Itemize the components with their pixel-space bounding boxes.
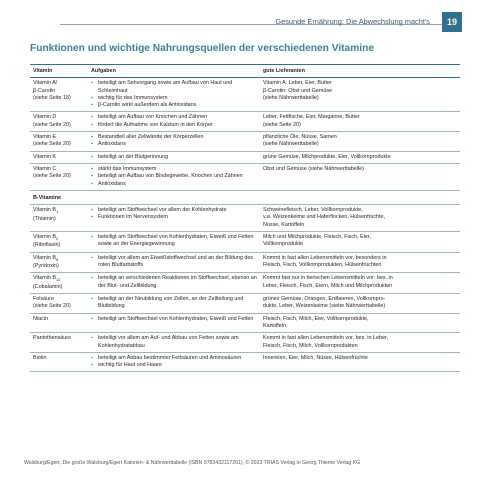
table-row [30, 352, 460, 372]
source-line: Kommt in fast allen Lebensmitteln vor, besonders in [263, 254, 387, 261]
vitamin-cell [30, 132, 88, 152]
vitamin-cell [30, 205, 88, 232]
tasks-cell [88, 190, 260, 204]
task-item: ▪ Antioxidans [91, 181, 257, 188]
tasks-list [91, 316, 257, 323]
table-row [30, 273, 460, 294]
sources-cell [260, 132, 460, 152]
sources-cell [260, 232, 460, 253]
table-row [30, 78, 460, 112]
tasks-list [91, 275, 257, 290]
task-item: ▪ β-Carotin wirkt außerdem als Antioxidans [91, 102, 257, 109]
vitamin-cell [30, 163, 88, 190]
sources-cell [260, 78, 460, 112]
source-line: Innereien, Eier, Milch, Nüsse, Hülsenfrüchte [263, 354, 368, 361]
column-header-tasks: Aufgaben [88, 65, 260, 78]
tasks-list [91, 154, 257, 161]
tasks-list [91, 134, 257, 149]
source-line: (siehe Nährwerttabelle) [263, 94, 319, 101]
tasks-cell [88, 78, 260, 112]
task-item: ▪ beteiligt am Stoffwechsel vor allem der Kohlenhydrate [91, 207, 257, 214]
source-line: Milch und Milchprodukte, Fleisch, Fisch, Eier, [263, 234, 371, 241]
source-line: Vitamin A: Leber, Eier, Butter [263, 80, 332, 87]
table-body [30, 78, 460, 372]
vitamin-name-line: (Thiamin) [33, 215, 56, 222]
table-row [30, 313, 460, 333]
tasks-list [91, 80, 257, 109]
tasks-cell [88, 252, 260, 273]
sources-cell [260, 163, 460, 190]
vitamin-name-line: β-Carotin [33, 87, 56, 94]
tasks-list [91, 166, 257, 188]
sources-cell [260, 112, 460, 132]
sources-cell [260, 205, 460, 232]
tasks-list [91, 296, 257, 311]
vitamin-cell [30, 333, 88, 353]
sources-cell [260, 252, 460, 273]
table-row [30, 294, 460, 314]
sources-cell [260, 333, 460, 353]
task-item: ▪ Antioxidans [91, 141, 257, 148]
table-header-row [30, 65, 460, 78]
source-line: grünes Gemüse, Orangen, Erdbeeren, Vollkornpro- [263, 296, 386, 303]
vitamin-name-line: (Cobalamin) [33, 283, 63, 290]
running-head: Gesunde Ernährung: Die Abwechslung macht's [275, 17, 430, 26]
source-line: Vollkornprodukte [263, 241, 304, 248]
tasks-cell [88, 112, 260, 132]
vitamin-name-line: (siehe Seite 20) [33, 173, 71, 180]
source-line: Kommt in fast allen Lebensmitteln vor, bes. in Leber, [263, 335, 388, 342]
tasks-cell [88, 232, 260, 253]
source-line: (siehe Nährwerttabelle) [263, 141, 319, 148]
vitamin-name-line: (Riboflavin) [33, 242, 61, 249]
source-line: Fleisch, Fisch, Vollkornprodukten, Hülsenfrüchten [263, 262, 382, 269]
vitamin-cell [30, 273, 88, 294]
task-item: ▪ beteiligt am Stoffwechsel von Kohlenhydraten, Eiweiß und Fetten [91, 316, 257, 323]
task-item: ▪ beteiligt am Abbau bestimmter Fettsäuren und Aminosäuren [91, 355, 257, 362]
vitamin-table [30, 64, 460, 372]
source-line: Kommt fast nur in tierischen Lebensmitteln vor: bes. in [263, 275, 393, 282]
table-row [30, 132, 460, 152]
sources-cell [260, 352, 460, 372]
vitamin-name-line: Biotin [33, 354, 47, 361]
task-item: ▪ Bestandteil aller Zellwände der Körperzellen [91, 134, 257, 141]
source-line: β-Carotin: Obst und Gemüse [263, 87, 333, 94]
vitamin-name-line: (siehe Seite 20) [33, 303, 71, 310]
tasks-cell [88, 313, 260, 333]
vitamin-name-line: Vitamin D [33, 114, 57, 121]
tasks-cell [88, 132, 260, 152]
vitamin-name-line: (siehe Seite 20) [33, 141, 71, 148]
page-number-badge: 19 [442, 12, 462, 32]
vitamin-name-line: (siehe Seite 20) [33, 121, 71, 128]
column-header-vitamin: Vitamin [30, 65, 88, 78]
task-item: ▪ beteiligt vor allem am Eiweißstoffwechsel und an der Bildung des roten Blutfarbstoffs [91, 255, 257, 270]
table-row [30, 112, 460, 132]
source-line: (siehe Seite 20) [263, 121, 301, 128]
task-item: ▪ beteiligt an der Neubildung von Zellen, an der Zellteilung und Blutbildung [91, 296, 257, 311]
sources-cell [260, 313, 460, 333]
vitamin-cell [30, 151, 88, 163]
task-item: ▪ stärkt das Immunsystem [91, 166, 257, 173]
task-item: ▪ beteiligt an verschiedenen Reaktionen im Stoffwechsel, ebenso an der Blut- und Zellbildung [91, 275, 257, 290]
vitamin-name-line: Vitamin K [33, 153, 56, 160]
table-row [30, 205, 460, 232]
vitamin-cell [30, 252, 88, 273]
vitamin-name-line: Vitamin E [33, 134, 56, 141]
table-section-row [30, 190, 460, 204]
source-line: Fleisch, Fisch, Milch, Eier, Vollkornprodukte, [263, 315, 369, 322]
task-item: ▪ beteiligt am Aufbau von Bindegewebe, Knochen und Zähnen [91, 173, 257, 180]
task-item: ▪ beteiligt an der Blutgerinnung [91, 154, 257, 161]
source-line: Kartoffeln [263, 322, 286, 329]
source-line: Schweinefleisch, Leber, Vollkornprodukte, [263, 207, 363, 214]
task-item: ▪ wichtig für das Immunsystem [91, 95, 257, 102]
vitamin-name-line: B-Vitamine [33, 194, 62, 201]
source-line: dukte, Leber, Weizenkeime (siehe Nährwerttabelle) [263, 303, 386, 310]
task-item: ▪ beteiligt am Sehvorgang sowie am Aufbau von Haut und Schleimhaut [91, 80, 257, 95]
vitamin-cell [30, 313, 88, 333]
sources-cell [260, 273, 460, 294]
table-row [30, 163, 460, 190]
vitamin-cell [30, 190, 88, 204]
vitamin-name-line: Vitamin $B_{12}$ [33, 275, 61, 283]
column-header-sources: gute Lieferanten [260, 65, 460, 78]
vitamin-name-line: Folsäure [33, 296, 54, 303]
task-item: ▪ Funktionen im Nervensystem [91, 214, 257, 221]
tasks-cell [88, 333, 260, 353]
task-item: ▪ fördert die Aufnahme von Kalzium in den Körper [91, 122, 257, 129]
vitamin-name-line: Vitamin $B_2$ [33, 234, 59, 242]
sources-cell [260, 294, 460, 314]
sources-cell [260, 190, 460, 204]
tasks-list [91, 335, 257, 350]
table-row [30, 252, 460, 273]
footer-copyright: Walsburg/Egert, Die große Walsburg/Egert Kalorien- & Nährwerttabelle (ISBN 9783432117201), © 2023 TRIAS Verlag in Georg Thieme Verlag KG [24, 460, 361, 466]
tasks-list [91, 255, 257, 270]
source-line: v.a. Weizenkeime und Haferflocken, Hülsenfrüchte, [263, 214, 386, 221]
tasks-cell [88, 205, 260, 232]
vitamin-cell [30, 232, 88, 253]
tasks-list [91, 355, 257, 370]
sources-cell [260, 151, 460, 163]
vitamin-cell [30, 112, 88, 132]
table-row [30, 333, 460, 353]
tasks-list [91, 114, 257, 129]
vitamin-name-line: Vitamin C [33, 165, 57, 172]
vitamin-name-line: (Pyridoxin) [33, 263, 59, 270]
vitamin-name-line: Pantothensäure [33, 335, 72, 342]
vitamin-name-line: Vitamin $B_6$ [33, 254, 59, 262]
vitamin-name-line: (siehe Seite 18) [33, 94, 71, 101]
task-item: ▪ beteiligt am Stoffwechsel von Kohlenhydraten, Eiweiß und Fetten sowie an der Energiegewinnung [91, 234, 257, 249]
task-item: ▪ wichtig für Haut und Haare [91, 362, 257, 369]
tasks-list [91, 234, 257, 249]
source-line: Leber, Fettfische, Eier, Margarine, Butter [263, 114, 360, 121]
source-line: Leber, Fleisch, Fisch, Eiern, Milch und Milchprodukten [263, 282, 393, 289]
task-item: ▪ beteiligt vor allem am Auf- und Abbau von Fetten sowie am Kohlenhydratabbau [91, 335, 257, 350]
tasks-cell [88, 163, 260, 190]
source-line: Obst und Gemüse (siehe Nährwerttabelle) [263, 165, 364, 172]
tasks-list [91, 207, 257, 222]
tasks-cell [88, 151, 260, 163]
source-line: Fleisch, Fisch, Milch, Vollkornprodukten [263, 342, 358, 349]
tasks-cell [88, 294, 260, 314]
task-item: ▪ beteiligt am Aufbau von Knochen und Zähnen [91, 114, 257, 121]
vitamin-name-line: Niacin [33, 315, 48, 322]
vitamin-name-line: Vitamin $B_1$ [33, 207, 59, 215]
table-row [30, 232, 460, 253]
source-line: grüne Gemüse, Milchprodukte, Eier, Vollkornprodukte [263, 153, 391, 160]
page-title: Funktionen und wichtige Nahrungsquellen der verschiedenen Vitamine [30, 43, 374, 54]
source-line: pflanzliche Öle, Nüsse, Samen [263, 134, 337, 141]
table-row [30, 151, 460, 163]
source-line: Nüsse, Kartoffeln [263, 221, 305, 228]
tasks-cell [88, 273, 260, 294]
vitamin-cell [30, 78, 88, 112]
tasks-cell [88, 352, 260, 372]
vitamin-cell [30, 294, 88, 314]
vitamin-cell [30, 352, 88, 372]
vitamin-name-line: Vitamin A/ [33, 80, 58, 87]
